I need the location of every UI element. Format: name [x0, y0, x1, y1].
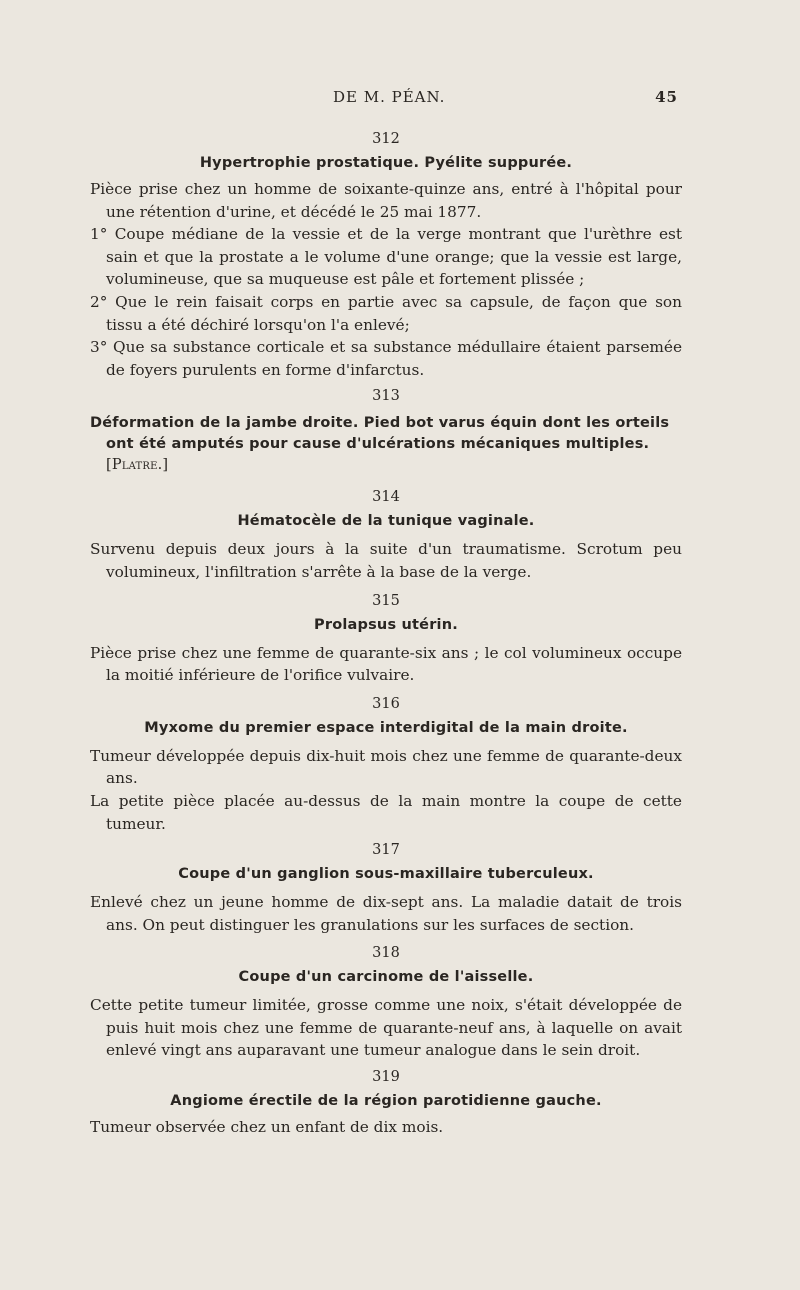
entry-313	[90, 387, 682, 476]
entry-paragraph: Pièce prise chez une femme de quarante-six ans ; le col volumineux occupe la moitié inférieure de l'orifice vulvaire.	[90, 643, 682, 685]
entry-paragraph: 1° Coupe médiane de la vessie et de la verge montrant que l'urèthre est sain et que la prostate a le volume d'une orange; que la vessie est large, volumineuse, que sa muqueuse est pâle et fortement plissée ;	[90, 225, 682, 289]
entry-paragraph: Tumeur développée depuis dix-huit mois chez une femme de quarante-deux ans.	[90, 746, 682, 788]
entry-number: 315	[372, 592, 400, 609]
entry-number: 317	[372, 842, 400, 859]
entry-315	[90, 592, 682, 687]
running-title: DE M. PÉAN.	[333, 88, 446, 106]
entry-319	[90, 1068, 682, 1139]
entry-number: 319	[372, 1069, 400, 1086]
entry-title-hanging	[90, 413, 682, 476]
entry-paragraph: Pièce prise chez un homme de soixante-quinze ans, entré à l'hôpital pour une rétention d'urine, et décédé le 25 mai 1877.	[90, 180, 682, 221]
entry-paragraph: Tumeur observée chez un enfant de dix mois.	[90, 1118, 444, 1137]
entry-312	[90, 130, 682, 381]
entry-title: Myxome du premier espace interdigital de la main droite.	[144, 719, 628, 736]
entry-number: 312	[372, 131, 400, 147]
entry-316	[90, 695, 682, 835]
page-number: 45	[655, 88, 678, 106]
entry-title-block	[90, 413, 682, 476]
page-content	[90, 130, 682, 1139]
page-header	[0, 88, 800, 112]
entry-number: 313	[372, 388, 400, 405]
entry-title: Coupe d'un carcinome de l'aisselle.	[238, 969, 534, 986]
entry-title: Angiome érectile de la région parotidienne gauche.	[170, 1093, 602, 1110]
entry-paragraph: 3° Que sa substance corticale et sa substance médullaire étaient parsemée de foyers purulents en forme d'infarctus.	[90, 338, 682, 379]
entry-title: Prolapsus utérin.	[314, 616, 458, 633]
entry-title: Déformation de la jambe droite. Pied bot varus équin dont les orteils ont été amputés pour cause d'ulcérations mécaniques multiples.	[90, 415, 670, 453]
entry-paragraph: 2° Que le rein faisait corps en partie avec sa capsule, de façon que son tissu a été déchiré lorsqu'on l'a enlevé;	[90, 292, 682, 334]
entry-number: 314	[372, 489, 400, 506]
entry-314	[90, 488, 682, 583]
entry-number: 318	[372, 945, 400, 962]
entry-paragraph: Cette petite tumeur limitée, grosse comme une noix, s'était développée de puis huit mois chez une femme de quarante-neuf ans, à laquelle on avait enlevé vingt ans auparavant une tumeur analogue dans le sein droit.	[90, 996, 682, 1060]
entry-title: Hématocèle de la tunique vaginale.	[237, 513, 535, 530]
entry-318	[90, 944, 682, 1062]
entry-title: Coupe d'un ganglion sous-maxillaire tuberculeux.	[178, 866, 594, 883]
entry-number: 316	[372, 695, 400, 712]
entry-paragraph: Survenu depuis deux jours à la suite d'un traumatisme. Scrotum peu volumineux, l'infiltration s'arrête à la base de la verge.	[90, 540, 682, 581]
entry-title: Hypertrophie prostatique. Pyélite suppurée.	[199, 155, 573, 171]
entry-paragraph: Enlevé chez un jeune homme de dix-sept ans. La maladie datait de trois ans. On peut distinguer les granulations sur les surfaces de section.	[90, 893, 682, 934]
entry-title-note: [Platre.]	[106, 457, 169, 474]
entry-paragraph: La petite pièce placée au-dessus de la main montre la coupe de cette tumeur.	[90, 791, 682, 833]
entry-317	[90, 841, 682, 936]
